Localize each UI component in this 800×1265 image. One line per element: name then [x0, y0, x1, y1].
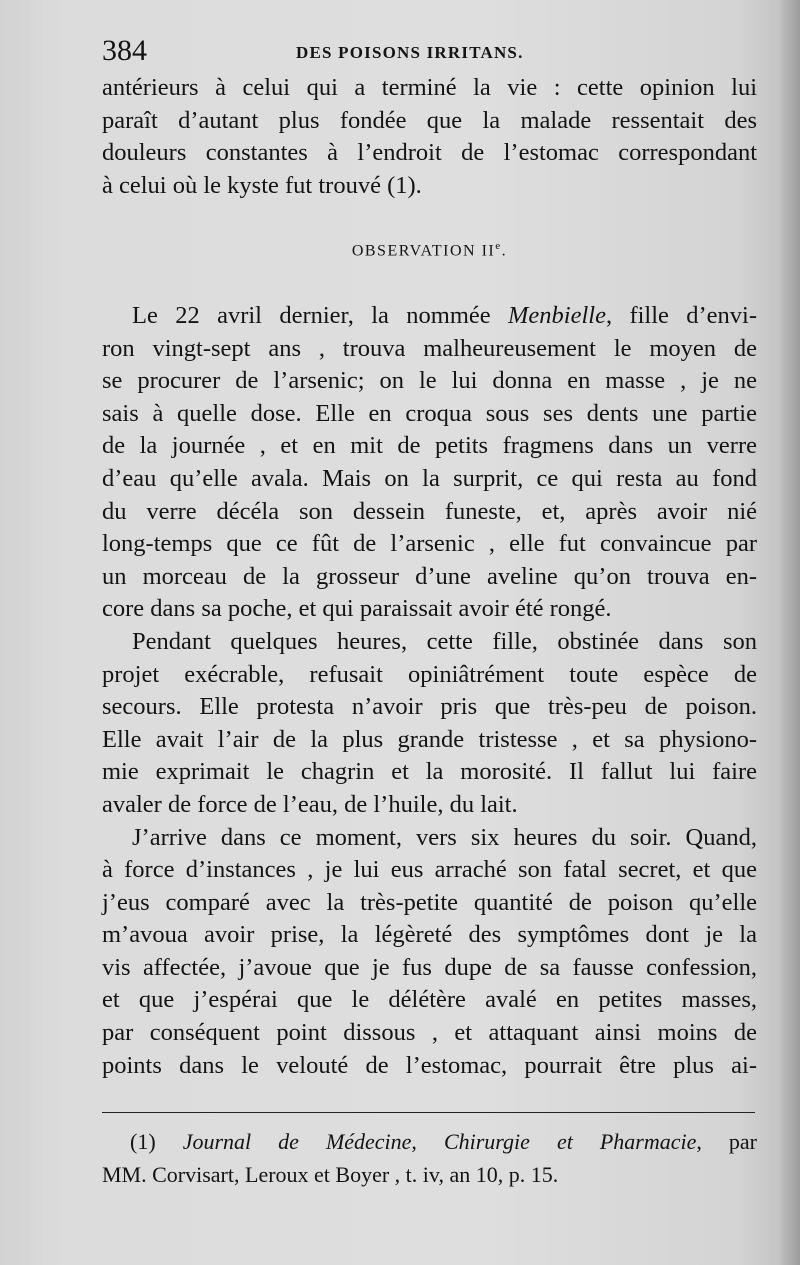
text-line: secours. Elle protesta n’avoir pris que très-peu de poison.: [102, 693, 757, 721]
footnote-line-end: , par: [696, 1129, 758, 1154]
text-line: d’eau qu’elle avala. Mais on la surprit, ce qui resta au fond: [102, 464, 757, 492]
line-text: , fille d’envi-: [605, 302, 758, 329]
page-header: [102, 30, 757, 70]
text-line: core dans sa poche, et qui paraissait avoir été rongé.: [102, 595, 612, 623]
text-line: [102, 300, 757, 333]
text-line: m’avoua avoir prise, la légèreté des symptômes dont je la: [102, 921, 757, 949]
footnote-marker: (1): [130, 1129, 156, 1154]
text-line: antérieurs à celui qui a terminé la vie : cette opinion lui: [102, 74, 757, 101]
text-line: par conséquent point dissous , et attaquant ainsi moins de: [102, 1019, 757, 1047]
text-line: Pendant quelques heures, cette fille, obstinée dans son: [132, 627, 757, 655]
text-line: J’arrive dans ce moment, vers six heures du soir. Quand,: [132, 823, 757, 851]
text-line: de la journée , et en mit de petits fragmens dans un verre: [102, 432, 757, 460]
text-line: avaler de force de l’eau, de l’huile, du lait.: [102, 790, 518, 818]
observation-heading-end: .: [501, 242, 508, 260]
observation-heading-sup: e: [495, 240, 502, 252]
text-line: et que j’espérai que le délétère avalé en petites masses,: [102, 986, 757, 1014]
observation-heading-text: OBSERVATION II: [351, 242, 496, 260]
text-line: vis affectée, j’avoue que je fus dupe de sa fausse confession,: [102, 953, 757, 981]
text-line: un morceau de la grosseur d’une aveline qu’on trouva en-: [102, 562, 757, 590]
text-line: à celui où le kyste fut trouvé (1).: [102, 171, 422, 199]
footnote-divider: [102, 1112, 755, 1113]
text-line: sais à quelle dose. Elle en croqua sous ses dents une partie: [102, 399, 757, 427]
text-line: se procurer de l’arsenic; on le lui donna en masse , je ne: [102, 367, 757, 395]
text-line: à force d’instances , je lui eus arraché son fatal secret, et que: [102, 856, 757, 884]
footnote-line: [102, 1125, 757, 1158]
text-line: paraît d’autant plus fondée que la malade ressentait des: [102, 106, 757, 134]
text-line: du verre décéla son dessein funeste, et, après avoir nié: [102, 497, 757, 525]
page-number: 384: [102, 34, 147, 67]
text-line: ron vingt-sept ans , trouva malheureusement le moyen de: [102, 334, 757, 362]
page-edge-shadow: [778, 0, 800, 1265]
text-line: mie exprimait le chagrin et la morosité. Il fallut lui faire: [102, 758, 757, 786]
intro-text: [102, 72, 757, 202]
text-line: points dans le velouté de l’estomac, pourrait être plus ai-: [102, 1051, 757, 1079]
footnote: [102, 1125, 757, 1191]
patient-name: Menbielle: [508, 302, 606, 329]
text-line: douleurs constantes à l’endroit de l’estomac correspondant: [102, 139, 757, 167]
text-line: long-temps que ce fût de l’arsenic , elle fut convaincue par: [102, 530, 757, 558]
running-title: DES POISONS IRRITANS.: [296, 43, 524, 62]
text-line: j’eus comparé avec la très-petite quantité de poison qu’elle: [102, 888, 757, 916]
text-line: Elle avait l’air de la plus grande tristesse , et sa physiono-: [102, 725, 757, 753]
observation-heading: [102, 240, 757, 260]
footnote-line: MM. Corvisart, Leroux et Boyer , t. iv, an 10, p. 15.: [102, 1162, 559, 1187]
observation-body: [102, 300, 757, 1082]
line-text: Le 22 avril dernier, la nommée: [132, 302, 508, 329]
text-line: projet exécrable, refusait opiniâtrément toute espèce de: [102, 660, 757, 688]
journal-title: Journal de Médecine, Chirurgie et Pharmacie: [182, 1129, 697, 1154]
